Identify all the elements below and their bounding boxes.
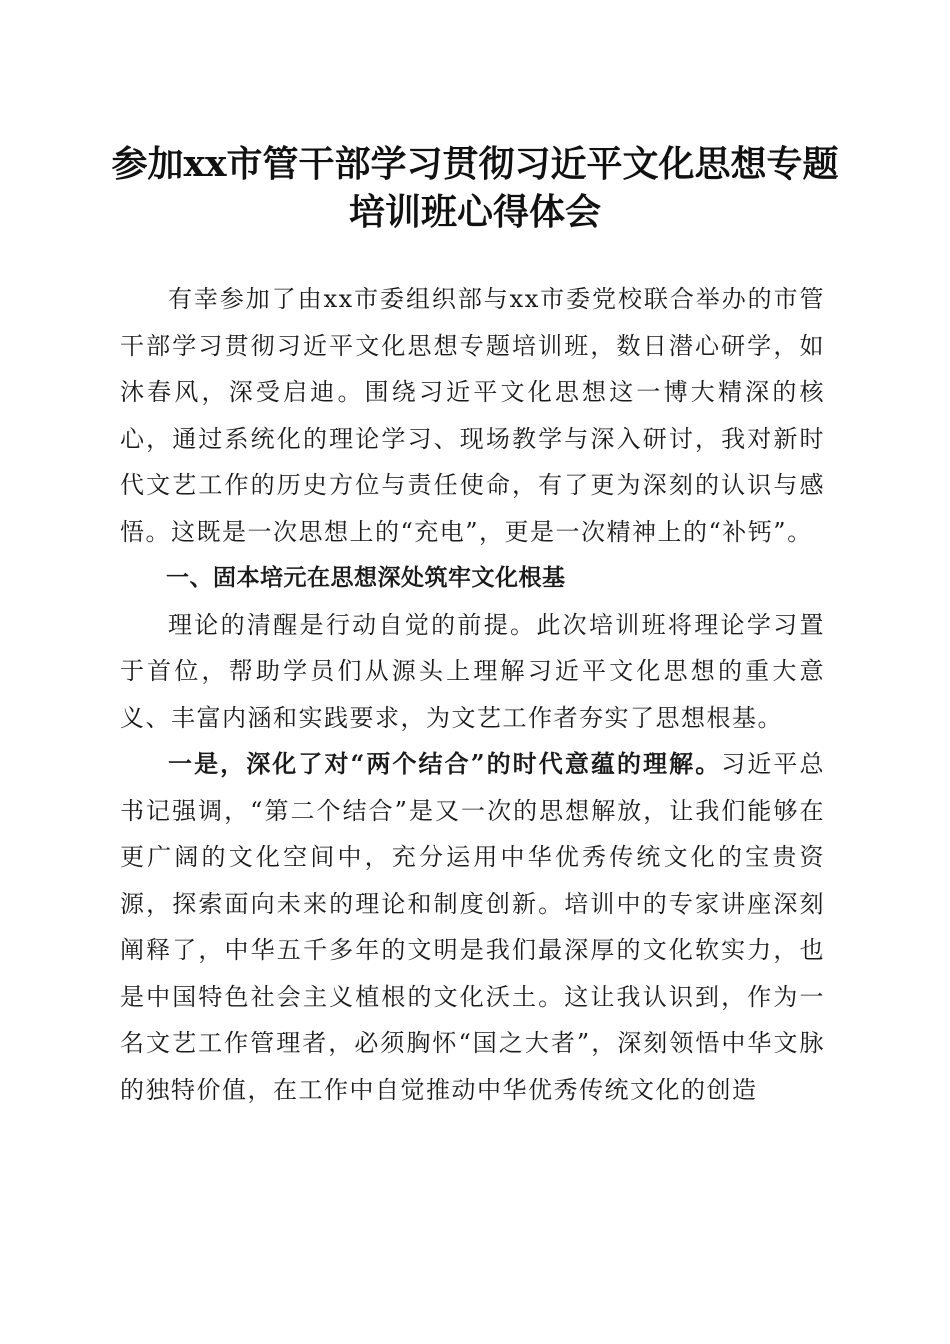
point-body: 习近平总书记强调，“第二个结合”是又一次的思想解放，让我们能够在更广阔的文化空间中，充分运用中华优秀传统文化的宝贵资源，探索面向未来的理论和制度创新。培训中的专家讲座深刻阐释了，中华五千多年的文明是我们最深厚的文化软实力，也是中国特色社会主义植根的文化沃土。这让我认识到，作为一名文艺工作管理者，必须胸怀“国之大者”，深刻领悟中华文脉的独特价值，在工作中自觉推动中华优秀传统文化的创造 — [120, 750, 826, 1104]
point-paragraph — [120, 741, 825, 1113]
point-lead: 一是，深化了对“两个结合”的时代意蕴的理解。 — [168, 749, 722, 778]
intro-paragraph: 有幸参加了由xx市委组织部与xx市委党校联合举办的市管干部学习贯彻习近平文化思想专题培训班，数日潜心研学，如沐春风，深受启迪。围绕习近平文化思想这一博大精深的核心，通过系统化的理论学习、现场教学与深入研讨，我对新时代文艺工作的历史方位与责任使命，有了更为深刻的认识与感悟。这既是一次思想上的“充电”，更是一次精神上的“补钙”。 — [120, 285, 825, 546]
document-title: 参加xx市管干部学习贯彻习近平文化思想专题培训班心得体会 — [111, 143, 839, 233]
section-heading: 一、固本培元在思想深处筑牢文化根基 — [166, 565, 566, 591]
document-body — [120, 276, 825, 1113]
section-intro-paragraph: 理论的清醒是行动自觉的前提。此次培训班将理论学习置于首位，帮助学员们从源头上理解习近平文化思想的重大意义、丰富内涵和实践要求，为文艺工作者夯实了思想根基。 — [120, 610, 825, 732]
